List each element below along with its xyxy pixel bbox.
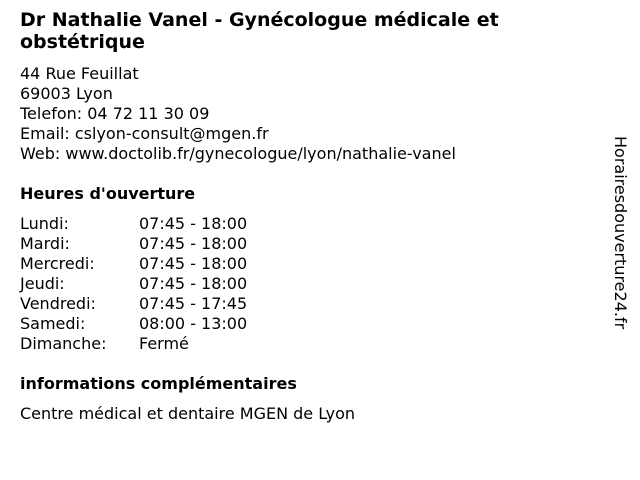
hours-row-sunday (20, 334, 247, 354)
hours-day: Jeudi: (20, 274, 65, 293)
phone-number: Telefon: 04 72 11 30 09 (20, 104, 210, 123)
hours-row-thursday (20, 274, 247, 294)
city-postal: 69003 Lyon (20, 84, 113, 103)
hours-time: 07:45 - 18:00 (139, 254, 248, 273)
hours-time: 07:45 - 18:00 (139, 214, 248, 233)
additional-info-heading: informations complémentaires (20, 374, 297, 393)
hours-time: Fermé (139, 334, 189, 353)
hours-day: Dimanche: (20, 334, 107, 353)
additional-info-text: Centre médical et dentaire MGEN de Lyon (20, 404, 356, 423)
hours-day: Lundi: (20, 214, 69, 233)
hours-time: 08:00 - 13:00 (139, 314, 248, 333)
hours-row-friday (20, 294, 247, 314)
email-address: Email: cslyon-consult@mgen.fr (20, 124, 269, 143)
hours-day: Samedi: (20, 314, 86, 333)
hours-row-monday (20, 214, 247, 234)
site-watermark: Horairesdouverture24.fr (611, 136, 630, 330)
hours-day: Mercredi: (20, 254, 95, 273)
hours-day: Mardi: (20, 234, 70, 253)
opening-hours-table (20, 214, 247, 354)
hours-time: 07:45 - 18:00 (139, 234, 248, 253)
hours-day: Vendredi: (20, 294, 96, 313)
contact-block (20, 64, 456, 164)
street-address: 44 Rue Feuillat (20, 64, 139, 83)
opening-hours-heading: Heures d'ouverture (20, 184, 196, 203)
hours-row-tuesday (20, 234, 247, 254)
hours-time: 07:45 - 17:45 (139, 294, 248, 313)
hours-row-saturday (20, 314, 247, 334)
hours-time: 07:45 - 18:00 (139, 274, 248, 293)
website-url: Web: www.doctolib.fr/gynecologue/lyon/nathalie-vanel (20, 144, 456, 163)
hours-row-wednesday (20, 254, 247, 274)
page-title: Dr Nathalie Vanel - Gynécologue médicale et obstétrique (20, 9, 499, 53)
